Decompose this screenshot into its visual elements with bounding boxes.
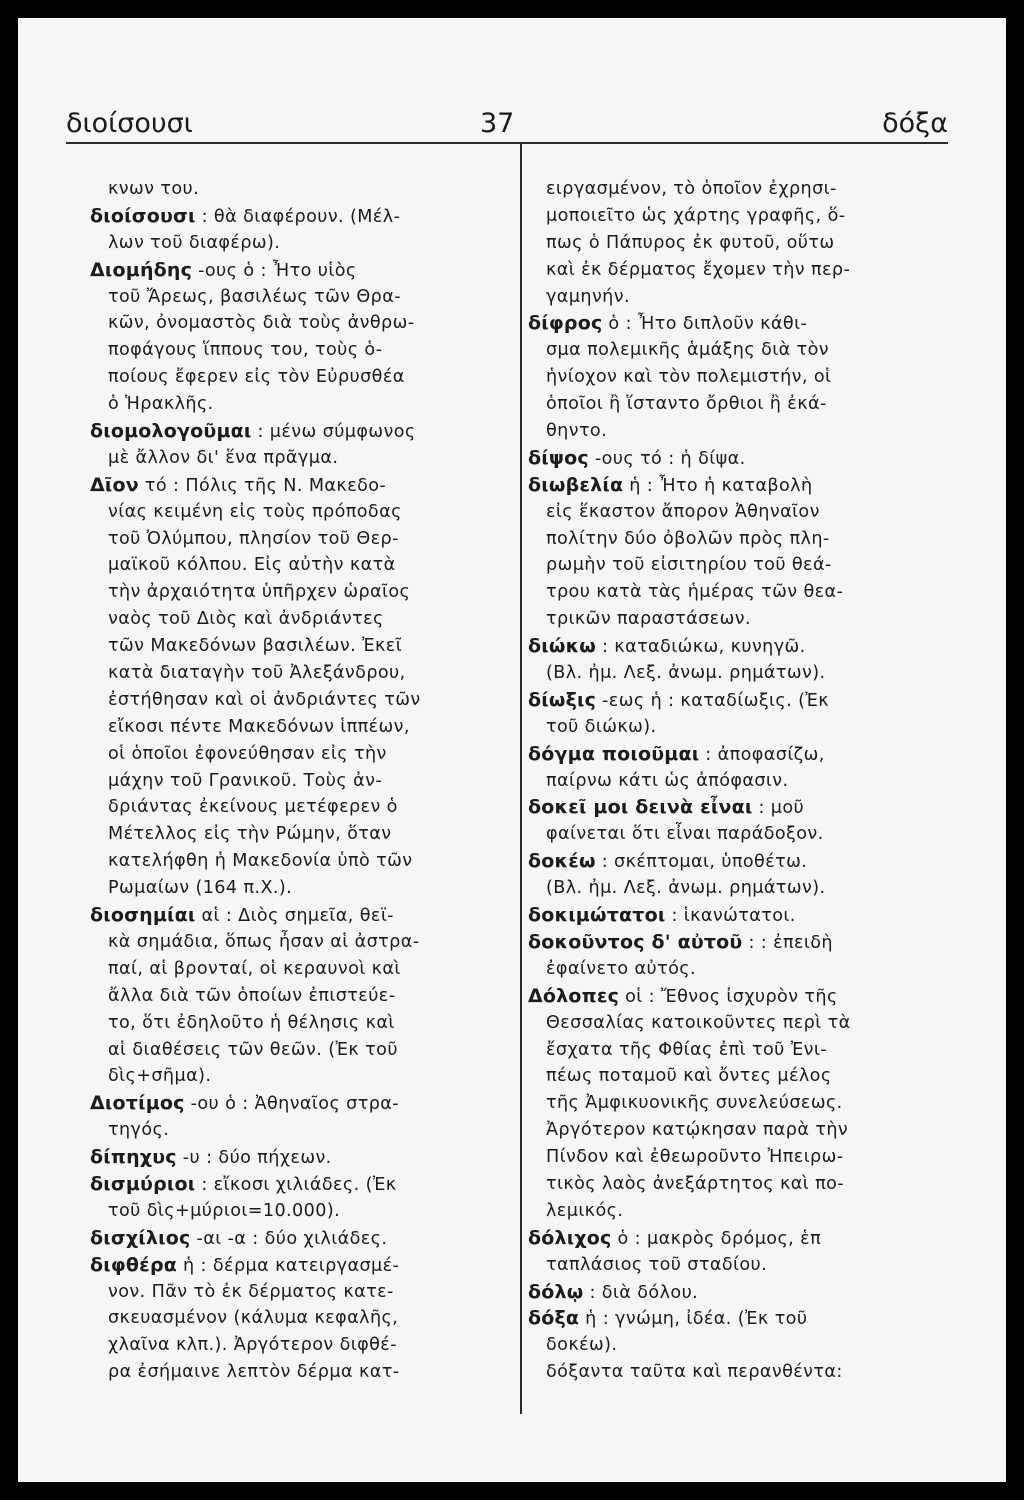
definition-text: Ἀργότερον κατῴκησαν παρὰ τὴν bbox=[546, 1120, 849, 1141]
text-line bbox=[90, 794, 490, 821]
headword: δοκιμώτατοι bbox=[528, 904, 666, 927]
headword: δισμύριοι bbox=[90, 1172, 196, 1195]
text-line bbox=[528, 1252, 948, 1279]
definition-text: ἐστήθησαν καὶ οἱ ἀνδριάντες τῶν bbox=[108, 689, 421, 710]
text-line bbox=[90, 337, 490, 364]
definition-text: : εἴκοσι χιλιάδες. (Ἐκ bbox=[195, 1174, 397, 1195]
text-line bbox=[90, 526, 490, 553]
definition-text: μὲ ἄλλον δι' ἕνα πρᾶγμα. bbox=[108, 447, 339, 468]
headword: Δῖον bbox=[90, 473, 139, 496]
text-line bbox=[528, 875, 948, 902]
definition-text: δὶς+σῆμα). bbox=[108, 1066, 212, 1087]
definition-text: ἄλλα διὰ τῶν ὁποίων ἐπιστεύε- bbox=[108, 985, 396, 1006]
entry-line bbox=[528, 794, 948, 821]
text-line bbox=[528, 1332, 948, 1359]
definition-text: πέως ποταμοῦ καὶ ὄντες μέλος bbox=[546, 1066, 832, 1087]
definition-text: φαίνεται ὅτι εἶναι παράδοξον. bbox=[546, 824, 824, 845]
headword: δίψος bbox=[528, 446, 589, 469]
entry-line bbox=[528, 445, 948, 472]
entry-line bbox=[528, 741, 948, 768]
text-line bbox=[528, 660, 948, 687]
entry-line bbox=[90, 418, 490, 445]
definition-text: χλαῖνα κλπ.). Ἀργότερον διφθέ- bbox=[108, 1335, 397, 1356]
definition-text: λων τοῦ διαφέρω). bbox=[108, 232, 281, 253]
definition-text: δριάντας ἐκείνους μετέφερεν ὁ bbox=[108, 797, 398, 818]
headword: δοκοῦντος δ' αὐτοῦ bbox=[528, 930, 743, 953]
text-line bbox=[528, 230, 948, 257]
headword: δόξα bbox=[528, 1307, 580, 1330]
text-line bbox=[90, 1279, 490, 1306]
headword: δισχίλιος bbox=[90, 1226, 191, 1249]
entry-line bbox=[90, 1171, 490, 1198]
text-line bbox=[528, 364, 948, 391]
text-line bbox=[90, 1010, 490, 1037]
definition-text: ρα ἐσήμαινε λεπτὸν δέρμα κατ- bbox=[108, 1362, 400, 1383]
text-line bbox=[90, 741, 490, 768]
definition-text: ρωμὴν τοῦ εἰσιτηρίου τοῦ θεά- bbox=[546, 555, 832, 576]
text-line bbox=[528, 606, 948, 633]
text-line bbox=[528, 1198, 948, 1225]
entry-line bbox=[90, 472, 490, 499]
definition-text: ἡ : Ἦτο ἡ καταβολὴ bbox=[623, 475, 813, 496]
definition-text: -ους τό : ἡ δίψα. bbox=[588, 448, 746, 469]
definition-text: καὶ ἐκ δέρματος ἔχομεν τὴν περ- bbox=[546, 259, 851, 280]
text-line bbox=[528, 1037, 948, 1064]
text-line bbox=[90, 1117, 490, 1144]
headword: διομολογοῦμαι bbox=[90, 420, 252, 443]
headword: Διοτίμος bbox=[90, 1092, 185, 1115]
definition-text: -ου ὁ : Ἀθηναῖος στρα- bbox=[184, 1094, 400, 1115]
headword: δοκεῖ μοι δεινὰ εἶναι bbox=[528, 796, 753, 819]
entry-line bbox=[528, 1279, 948, 1306]
headword: δίφρος bbox=[528, 312, 603, 335]
entry-line bbox=[90, 203, 490, 230]
definition-text: δοκέω). bbox=[546, 1335, 618, 1356]
definition-text: λεμικός. bbox=[546, 1200, 624, 1221]
definition-text: νον. Πᾶν τὸ ἐκ δέρματος κατε- bbox=[108, 1281, 394, 1302]
text-line bbox=[90, 391, 490, 418]
text-line bbox=[528, 956, 948, 983]
text-line bbox=[90, 1063, 490, 1090]
entry-line bbox=[528, 848, 948, 875]
entry-line bbox=[528, 687, 948, 714]
column-divider bbox=[520, 142, 522, 1414]
headword: δίπηχυς bbox=[90, 1146, 177, 1169]
definition-text: ὁ : Ἦτο διπλοῦν κάθι- bbox=[602, 314, 808, 335]
text-line bbox=[528, 257, 948, 284]
definition-text: ἡ : γνώμη, ἰδέα. (Ἐκ τοῦ bbox=[579, 1309, 808, 1330]
entry-line bbox=[528, 472, 948, 499]
text-line bbox=[90, 821, 490, 848]
definition-text: ἡνίοχον καὶ τὸν πολεμιστήν, οἱ bbox=[546, 367, 832, 388]
entry-line bbox=[90, 257, 490, 284]
text-line bbox=[528, 552, 948, 579]
definition-text: Πίνδον καὶ ἐθεωροῦντο Ἠπειρω- bbox=[546, 1147, 844, 1168]
definition-text: μάχην τοῦ Γρανικοῦ. Τοὺς ἀν- bbox=[108, 770, 383, 791]
definition-text: : καταδιώκω, κυνηγῶ. bbox=[595, 637, 806, 658]
definition-text: κατὰ διαταγὴν τοῦ Ἀλεξάνδρου, bbox=[108, 663, 406, 684]
headword: δόλῳ bbox=[528, 1280, 584, 1303]
headword: δοκέω bbox=[528, 850, 596, 873]
definition-text: τοῦ δὶς+μύριοι=10.000). bbox=[108, 1200, 341, 1221]
entry-line bbox=[528, 633, 948, 660]
definition-text: τρικῶν παραστάσεων. bbox=[546, 609, 751, 630]
definition-text: (Βλ. ἠμ. Λεξ. ἀνωμ. ρημάτων). bbox=[546, 878, 826, 899]
definition-text: οἱ : Ἔθνος ἰσχυρὸν τῆς bbox=[619, 986, 838, 1007]
text-line bbox=[528, 526, 948, 553]
definition-text: ποφάγους ἵππους του, τοὺς ὁ- bbox=[108, 340, 383, 361]
entry-line bbox=[528, 310, 948, 337]
definition-text: κνων του. bbox=[108, 179, 200, 199]
definition-text: τρου κατὰ τὰς ἡμέρας τῶν θεα- bbox=[546, 582, 844, 603]
definition-text: παί, αἱ βρονταί, οἱ κεραυνοὶ καὶ bbox=[108, 958, 401, 979]
definition-text: : μοῦ bbox=[752, 798, 805, 819]
text-line bbox=[90, 687, 490, 714]
definition-text: -υ : δύο πήχεων. bbox=[176, 1148, 332, 1169]
definition-text: ἔσχατα τῆς Φθίας ἐπὶ τοῦ Ἐνι- bbox=[546, 1039, 827, 1060]
definition-text: μοποιεῖτο ὡς χάρτης γραφῆς, ὅ- bbox=[546, 205, 846, 226]
definition-text: πολίτην δύο ὀβολῶν πρὸς πλη- bbox=[546, 528, 830, 549]
text-line bbox=[528, 768, 948, 795]
definition-text: κατελήφθη ἡ Μακεδονία ὑπὸ τῶν bbox=[108, 851, 413, 872]
text-line bbox=[528, 499, 948, 526]
text-line bbox=[528, 1063, 948, 1090]
text-line bbox=[528, 391, 948, 418]
headword: διφθέρα bbox=[90, 1253, 178, 1276]
definition-text: τηγός. bbox=[108, 1120, 170, 1141]
definition-text: γαμηνήν. bbox=[546, 286, 630, 307]
headword: διώκω bbox=[528, 635, 596, 658]
entry-line bbox=[90, 1252, 490, 1279]
text-line bbox=[90, 875, 490, 902]
definition-text: : : ἐπειδὴ bbox=[742, 932, 833, 953]
dictionary-page bbox=[18, 18, 1006, 1482]
text-line bbox=[528, 337, 948, 364]
entry-line bbox=[528, 1225, 948, 1252]
definition-text: εἴκοσι πέντε Μακεδόνων ἱππέων, bbox=[108, 716, 410, 737]
headword: διοίσουσι bbox=[90, 204, 196, 227]
definition-text: αἱ διαθέσεις τῶν θεῶν. (Ἐκ τοῦ bbox=[108, 1039, 398, 1060]
text-line bbox=[528, 579, 948, 606]
text-line bbox=[90, 714, 490, 741]
headword: διωβελία bbox=[528, 473, 624, 496]
text-line bbox=[528, 203, 948, 230]
text-line bbox=[528, 714, 948, 741]
entry-line bbox=[90, 1225, 490, 1252]
definition-text: εἰς ἕκαστον ἄπορον Ἀθηναῖον bbox=[546, 501, 820, 522]
running-head-left: διοίσουσι bbox=[66, 108, 193, 139]
definition-text: πως ὁ Πάπυρος ἐκ φυτοῦ, οὕτω bbox=[546, 232, 835, 253]
text-line bbox=[528, 821, 948, 848]
text-line bbox=[528, 1090, 948, 1117]
text-line bbox=[90, 956, 490, 983]
definition-text: το, ὅτι ἐδηλοῦτο ἡ θέλησις καὶ bbox=[108, 1012, 395, 1033]
definition-text: αἱ : Διὸς σημεῖα, θεϊ- bbox=[195, 906, 394, 927]
headword: δόγμα ποιοῦμαι bbox=[528, 742, 700, 765]
entry-line bbox=[90, 1144, 490, 1171]
text-line bbox=[528, 1010, 948, 1037]
text-line bbox=[528, 176, 948, 203]
definition-text: μαϊκοῦ κόλπου. Εἰς αὐτὴν κατὰ bbox=[108, 555, 396, 576]
definition-text: παίρνω κάτι ὡς ἀπόφασιν. bbox=[546, 770, 789, 791]
definition-text: : σκέπτομαι, ὑποθέτω. bbox=[595, 852, 808, 873]
text-line bbox=[528, 1144, 948, 1171]
entry-line bbox=[528, 983, 948, 1010]
definition-text: ἡ : δέρμα κατειργασμέ- bbox=[177, 1255, 400, 1276]
text-line bbox=[90, 552, 490, 579]
entry-line bbox=[528, 929, 948, 956]
definition-text: ταπλάσιος τοῦ σταδίου. bbox=[546, 1254, 768, 1275]
definition-text: -αι -α : δύο χιλιάδες. bbox=[190, 1228, 388, 1249]
definition-text: τικὸς λαὸς ἀνεξάρτητος καὶ πο- bbox=[546, 1173, 845, 1194]
headword: δίωξις bbox=[528, 688, 597, 711]
definition-text: ναὸς τοῦ Διὸς καὶ ἀνδριάντες bbox=[108, 609, 384, 630]
entry-line bbox=[528, 902, 948, 929]
definition-text: : ἱκανώτατοι. bbox=[665, 906, 796, 927]
text-line bbox=[90, 176, 490, 203]
definition-text: τοῦ Ὀλύμπου, πλησίον τοῦ Θερ- bbox=[108, 528, 399, 549]
definition-text: -εως ἡ : καταδίωξις. (Ἐκ bbox=[596, 690, 830, 711]
entry-line bbox=[90, 902, 490, 929]
text-line bbox=[90, 499, 490, 526]
definition-text: ειργασμένον, τὸ ὁποῖον ἐχρησι- bbox=[546, 179, 837, 199]
definition-text: ἐφαίνετο αὐτός. bbox=[546, 958, 697, 979]
text-line bbox=[90, 445, 490, 472]
headword: Δόλοπες bbox=[528, 984, 620, 1007]
definition-text: τοῦ Ἄρεως, βασιλέως τῶν Θρα- bbox=[108, 286, 401, 307]
text-line bbox=[90, 284, 490, 311]
text-line bbox=[90, 929, 490, 956]
definition-text: Θεσσαλίας κατοικοῦντες περὶ τὰ bbox=[546, 1012, 851, 1033]
text-line bbox=[90, 606, 490, 633]
text-line bbox=[90, 1305, 490, 1332]
definition-text: σμα πολεμικῆς ἁμάξης διὰ τὸν bbox=[546, 340, 829, 361]
right-column bbox=[528, 176, 948, 1386]
definition-text: ὁποῖοι ἢ ἵσταντο ὄρθιοι ἢ ἐκά- bbox=[546, 394, 827, 415]
running-head-right: δόξα bbox=[882, 108, 948, 139]
definition-text: ὁ Ἡρακλῆς. bbox=[108, 394, 214, 415]
headword: διοσημίαι bbox=[90, 904, 196, 927]
definition-text: τοῦ διώκω). bbox=[546, 716, 657, 737]
definition-text: νίας κειμένη εἰς τοὺς πρόποδας bbox=[108, 501, 402, 522]
definition-text: : διὰ δόλου. bbox=[583, 1282, 699, 1303]
definition-text: τῆς Ἀμφικυονικῆς συνελεύσεως. bbox=[546, 1093, 843, 1114]
definition-text: θηντο. bbox=[546, 421, 608, 442]
text-line bbox=[90, 1198, 490, 1225]
text-line bbox=[90, 983, 490, 1010]
definition-text: τῶν Μακεδόνων βασιλέων. Ἐκεῖ bbox=[108, 636, 403, 657]
text-line bbox=[528, 284, 948, 311]
definition-text: τὴν ἀρχαιότητα ὑπῆρχεν ὡραῖος bbox=[108, 582, 411, 603]
text-line bbox=[90, 1359, 490, 1386]
text-line bbox=[90, 310, 490, 337]
definition-text: κῶν, ὀνομαστὸς διὰ τοὺς ἀνθρω- bbox=[108, 313, 415, 334]
definition-text: Μέτελλος εἰς τὴν Ρώμην, ὅταν bbox=[108, 824, 392, 845]
definition-text: (Βλ. ἠμ. Λεξ. ἀνωμ. ρημάτων). bbox=[546, 663, 826, 684]
headword: Διομήδης bbox=[90, 258, 193, 281]
headword: δόλιχος bbox=[528, 1226, 612, 1249]
text-line bbox=[90, 660, 490, 687]
page-number: 37 bbox=[480, 108, 515, 139]
definition-text: : μένω σύμφωνος bbox=[251, 422, 416, 443]
text-line bbox=[528, 418, 948, 445]
text-line bbox=[528, 1171, 948, 1198]
header-rule bbox=[66, 142, 948, 144]
definition-text: κὰ σημάδια, ὅπως ἦσαν αἱ ἀστρα- bbox=[108, 931, 420, 952]
definition-text: : ἀποφασίζω, bbox=[699, 744, 825, 765]
definition-text: ποίους ἔφερεν εἰς τὸν Εὐρυσθέα bbox=[108, 367, 405, 388]
definition-text: : θὰ διαφέρουν. (Μέλ- bbox=[195, 206, 401, 227]
text-line bbox=[528, 1117, 948, 1144]
text-line bbox=[90, 768, 490, 795]
entry-line bbox=[528, 1305, 948, 1332]
definition-text: ὁ : μακρὸς δρόμος, ἑπ bbox=[611, 1228, 822, 1249]
definition-text: Ρωμαίων (164 π.Χ.). bbox=[108, 878, 293, 899]
left-column bbox=[90, 176, 490, 1386]
text-line bbox=[90, 633, 490, 660]
text-line bbox=[90, 1037, 490, 1064]
text-line bbox=[90, 579, 490, 606]
definition-text: τό : Πόλις τῆς Ν. Μακεδο- bbox=[138, 475, 387, 496]
definition-text: οἱ ὁποῖοι ἐφονεύθησαν εἰς τὴν bbox=[108, 743, 387, 764]
text-line bbox=[528, 1359, 948, 1386]
text-line bbox=[90, 230, 490, 257]
definition-text: σκευασμένον (κάλυμα κεφαλῆς, bbox=[108, 1308, 399, 1329]
text-line bbox=[90, 848, 490, 875]
text-line bbox=[90, 1332, 490, 1359]
definition-text: -ους ὁ : Ἦτο υἱὸς bbox=[192, 260, 357, 281]
definition-text: δόξαντα ταῦτα καὶ περανθέντα: bbox=[546, 1362, 843, 1383]
entry-line bbox=[90, 1090, 490, 1117]
text-line bbox=[90, 364, 490, 391]
